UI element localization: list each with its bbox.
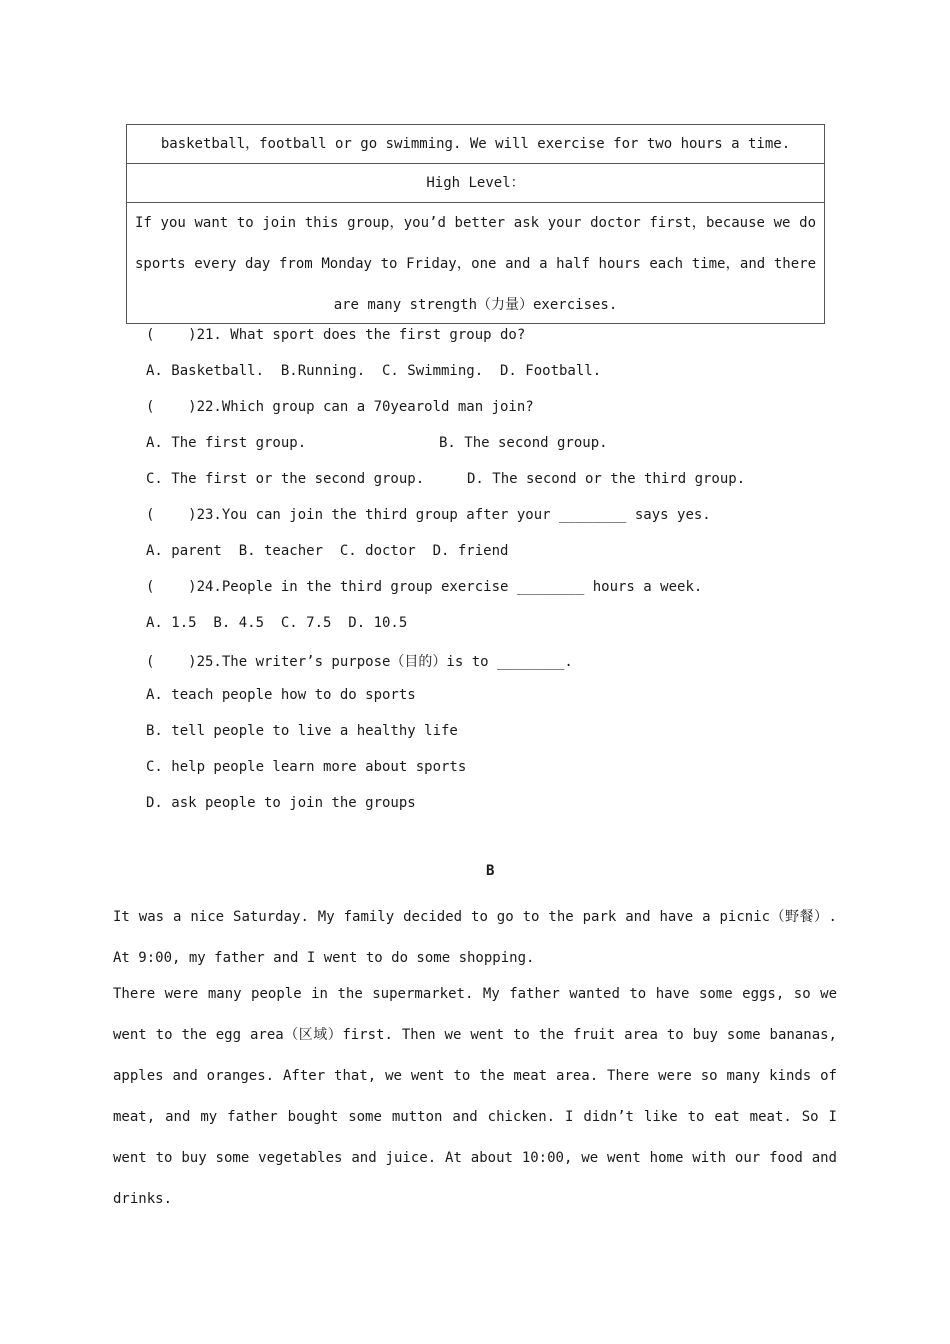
- table-row-high-level-heading: High Level：: [127, 163, 824, 202]
- question-21-options: A. Basketball. B.Running. C. Swimming. D. Football.: [146, 363, 602, 379]
- question-22-option-b: B. The second group.: [439, 435, 608, 451]
- table-row-high-level-text: If you want to join this group，you’d better ask your doctor first，because we do sports every day from Monday to Friday，one and a half hours each time，and there are many strength（力量）exercises.: [127, 202, 824, 323]
- question-22-option-c: C. The first or the second group.: [146, 471, 425, 487]
- question-25-option-a: A. teach people how to do sports: [146, 687, 416, 703]
- table-row: basketball，football or go swimming. We will exercise for two hours a time.: [160, 136, 791, 152]
- question-25-option-b: B. tell people to live a healthy life: [146, 723, 458, 739]
- paragraph-2: There were many people in the supermarket. My father wanted to have some eggs, so we went to the egg area（区域）first. Then we went to the fruit area to buy some bananas, apples and oranges. After that, we went to the meat area. There were so many kinds of meat, and my father bought some mutton and chicken. I didn’t like to eat meat. So I went to buy some vegetables and juice. At about 10:00, we went home with our food and drinks.: [113, 986, 837, 1207]
- question-25: ( )25.The writer’s purpose（目的）is to ________.: [146, 654, 573, 670]
- question-22: ( )22.Which group can a 70yearold man join?: [146, 399, 534, 415]
- question-24-options: A. 1.5 B. 4.5 C. 7.5 D. 10.5: [146, 615, 408, 631]
- question-21: ( )21. What sport does the first group do?: [146, 327, 526, 343]
- question-23-options: A. parent B. teacher C. doctor D. friend: [146, 543, 509, 559]
- paragraph-1: It was a nice Saturday. My family decided to go to the park and have a picnic（野餐）. At 9:00, my father and I went to do some shopping.: [113, 909, 837, 966]
- question-25-option-c: C. help people learn more about sports: [146, 759, 467, 775]
- question-23: ( )23.You can join the third group after your ________ says yes.: [146, 507, 711, 523]
- question-25-option-d: D. ask people to join the groups: [146, 795, 416, 811]
- question-24: ( )24.People in the third group exercise ________ hours a week.: [146, 579, 703, 595]
- section-heading: B: [486, 863, 495, 879]
- question-22-option-a: A. The first group.: [146, 435, 307, 451]
- question-22-option-d: D. The second or the third group.: [467, 471, 746, 487]
- groups-table: [126, 124, 825, 324]
